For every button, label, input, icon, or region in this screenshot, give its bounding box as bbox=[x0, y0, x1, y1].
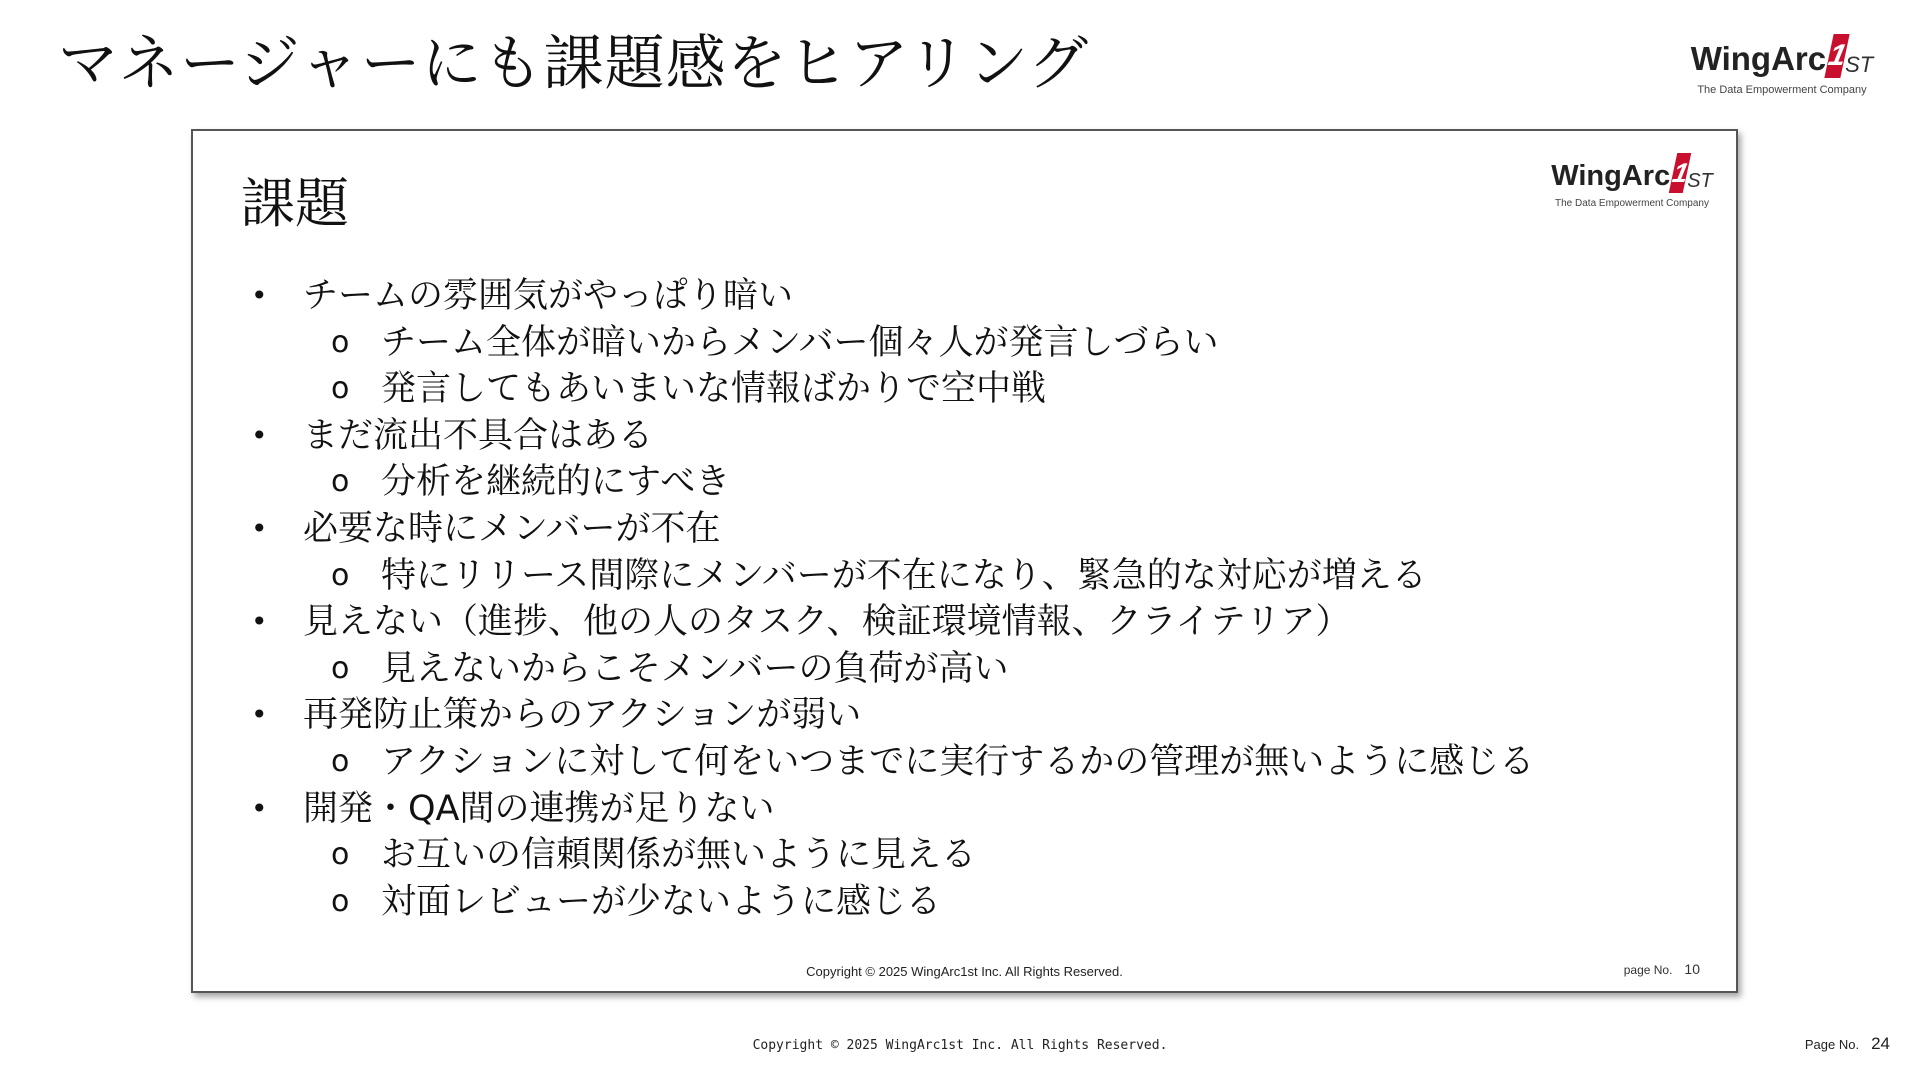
logo-mark: 1 bbox=[1824, 34, 1849, 78]
bullet-item bbox=[251, 599, 1534, 646]
sub-bullet-marker: o bbox=[331, 883, 350, 919]
sub-bullet-item bbox=[251, 879, 1534, 926]
issue-list bbox=[251, 273, 1534, 925]
sub-bullet-item bbox=[251, 320, 1534, 367]
bullet-text: チーム全体が暗いからメンバー個々人が発言しづらい bbox=[381, 322, 1219, 363]
sub-bullet-item bbox=[251, 553, 1534, 600]
bullet-text: 開発・QA間の連携が足りない bbox=[303, 788, 775, 829]
bullet-marker: • bbox=[251, 698, 268, 732]
logo-tagline: The Data Empowerment Company bbox=[1697, 84, 1867, 96]
bullet-text: 発言してもあいまいな情報ばかりで空中戦 bbox=[381, 369, 1047, 410]
embedded-logo-suffix: ST bbox=[1687, 170, 1713, 192]
bullet-text: 分析を継続的にすべき bbox=[381, 462, 731, 503]
bullet-marker: • bbox=[251, 605, 268, 639]
sub-bullet-marker: o bbox=[331, 650, 350, 686]
embedded-logo-tagline: The Data Empowerment Company bbox=[1555, 198, 1709, 209]
footer-page-label: Page No. bbox=[1804, 1037, 1860, 1052]
sub-bullet-item bbox=[251, 832, 1534, 879]
bullet-item bbox=[251, 273, 1534, 320]
bullet-marker: • bbox=[251, 511, 268, 545]
bullet-text: お互いの信頼関係が無いように見える bbox=[381, 835, 977, 876]
embedded-company-logo bbox=[1543, 153, 1721, 209]
bullet-marker: • bbox=[251, 279, 268, 312]
footer-copyright: Copyright © 2025 WingArc1st Inc. All Rights Reserved. bbox=[752, 1038, 1168, 1053]
embedded-page-number bbox=[1624, 961, 1700, 977]
logo-wordmark bbox=[1688, 34, 1876, 78]
sub-bullet-marker: o bbox=[331, 324, 350, 360]
sub-bullet-item bbox=[251, 459, 1534, 506]
sub-bullet-marker: o bbox=[331, 743, 350, 779]
embedded-copyright: Copyright © 2025 WingArc1st Inc. All Rights Reserved. bbox=[806, 964, 1123, 979]
bullet-text: アクションに対して何をいつまでに実行するかの管理が無いように感じる bbox=[381, 741, 1535, 782]
bullet-text: 見えない（進捗、他の人のタスク、検証環境情報、クライテリア） bbox=[303, 602, 1351, 643]
sub-bullet-item bbox=[251, 739, 1534, 786]
logo-suffix: ST bbox=[1845, 52, 1874, 77]
embedded-logo-wordmark bbox=[1543, 153, 1721, 193]
bullet-marker: • bbox=[251, 418, 268, 452]
embedded-slide-title: 課題 bbox=[241, 172, 349, 235]
embedded-page-value: 10 bbox=[1684, 961, 1700, 977]
bullet-text: 見えないからこそメンバーの負荷が高い bbox=[381, 648, 1009, 689]
bullet-item bbox=[251, 413, 1534, 460]
bullet-text: 特にリリース間際にメンバーが不在になり、緊急的な対応が増える bbox=[381, 555, 1427, 596]
sub-bullet-item bbox=[251, 366, 1534, 413]
sub-bullet-marker: o bbox=[331, 371, 350, 407]
bullet-text: 再発防止策からのアクションが弱い bbox=[303, 695, 862, 736]
bullet-text: チームの雰囲気がやっぱり暗い bbox=[303, 276, 794, 316]
bullet-marker: • bbox=[251, 791, 268, 825]
bullet-text: まだ流出不具合はある bbox=[303, 415, 654, 456]
logo-brand: WingArc bbox=[1690, 40, 1827, 77]
bullet-item bbox=[251, 506, 1534, 553]
footer-page-number bbox=[1805, 1034, 1890, 1054]
embedded-logo-brand: WingArc bbox=[1551, 160, 1671, 192]
embedded-slide bbox=[191, 129, 1738, 993]
bullet-item bbox=[251, 692, 1534, 739]
embedded-logo-mark: 1 bbox=[1669, 153, 1692, 193]
sub-bullet-marker: o bbox=[331, 837, 350, 873]
company-logo bbox=[1688, 34, 1876, 96]
footer-page-value: 24 bbox=[1871, 1034, 1890, 1053]
bullet-text: 対面レビューが少ないように感じる bbox=[381, 881, 942, 922]
sub-bullet-item bbox=[251, 646, 1534, 693]
bullet-item bbox=[251, 786, 1534, 833]
bullet-text: 必要な時にメンバーが不在 bbox=[303, 508, 721, 549]
slide-title: マネージャーにも課題感をヒアリング bbox=[58, 29, 1089, 99]
sub-bullet-marker: o bbox=[331, 557, 350, 593]
embedded-page-label: page No. bbox=[1623, 963, 1673, 977]
sub-bullet-marker: o bbox=[331, 464, 350, 500]
